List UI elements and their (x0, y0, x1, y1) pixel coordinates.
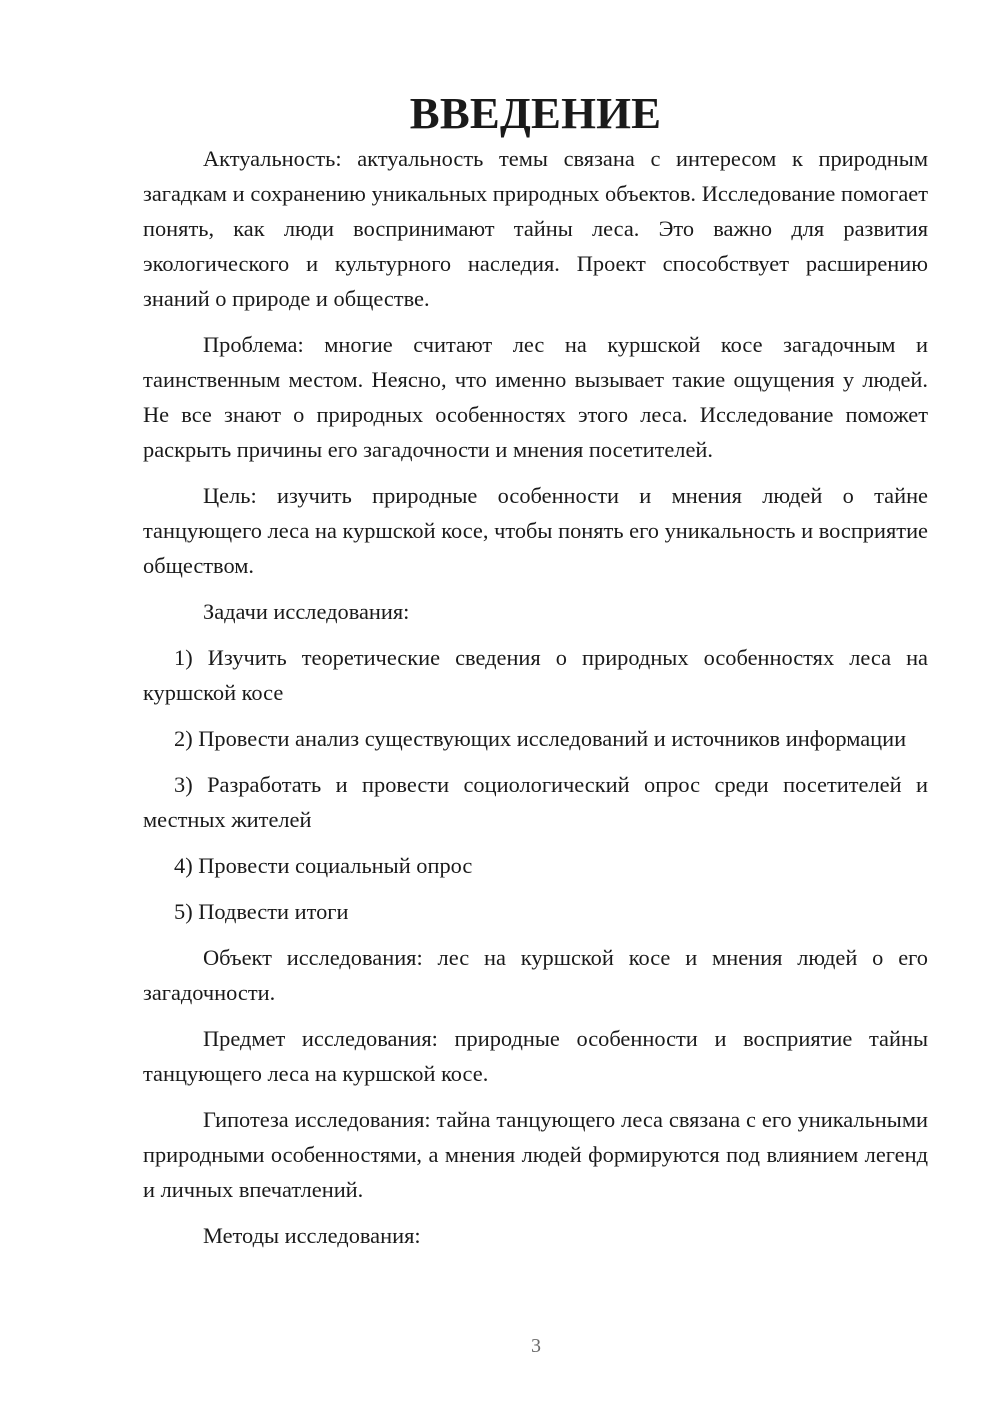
task-item-5: 5) Подвести итоги (174, 899, 349, 924)
section-title: ВВЕДЕНИЕ (409, 88, 662, 138)
page-content (143, 88, 928, 1264)
task-item-2: 2) Провести анализ существующих исследований и источников информации (174, 726, 907, 751)
relevance-paragraph: Актуальность: актуальность темы связана с интересом к природным загадкам и сохранению уникальных природных объектов. Исследование помогает понять, как люди воспринимают тайны леса. Это важно для развития экологического и культурного наследия. Проект способствует расширению знаний о природе и обществе. (143, 146, 928, 311)
task-item-1: 1) Изучить теоретические сведения о природных особенностях леса на куршской косе (143, 645, 928, 705)
page-number: 3 (531, 1335, 541, 1357)
hypothesis-paragraph: Гипотеза исследования: тайна танцующего леса связана с его уникальными природными особенностями, а мнения людей формируются под влиянием легенд и личных впечатлений. (143, 1107, 928, 1202)
goal-paragraph: Цель: изучить природные особенности и мнения людей о тайне танцующего леса на куршской косе, чтобы понять его уникальность и восприятие обществом. (143, 483, 928, 578)
task-item-3: 3) Разработать и провести социологический опрос среди посетителей и местных жителей (143, 772, 928, 832)
tasks-heading: Задачи исследования: (203, 599, 410, 624)
methods-heading: Методы исследования: (203, 1223, 421, 1248)
task-item-4: 4) Провести социальный опрос (174, 853, 473, 878)
object-paragraph: Объект исследования: лес на куршской косе и мнения людей о его загадочности. (143, 945, 928, 1005)
subject-paragraph: Предмет исследования: природные особенности и восприятие тайны танцующего леса на куршской косе. (143, 1026, 928, 1086)
problem-paragraph: Проблема: многие считают лес на куршской косе загадочным и таинственным местом. Неясно, что именно вызывает такие ощущения у людей. Не все знают о природных особенностях этого леса. Исследование поможет раскрыть причины его загадочности и мнения посетителей. (143, 332, 928, 462)
